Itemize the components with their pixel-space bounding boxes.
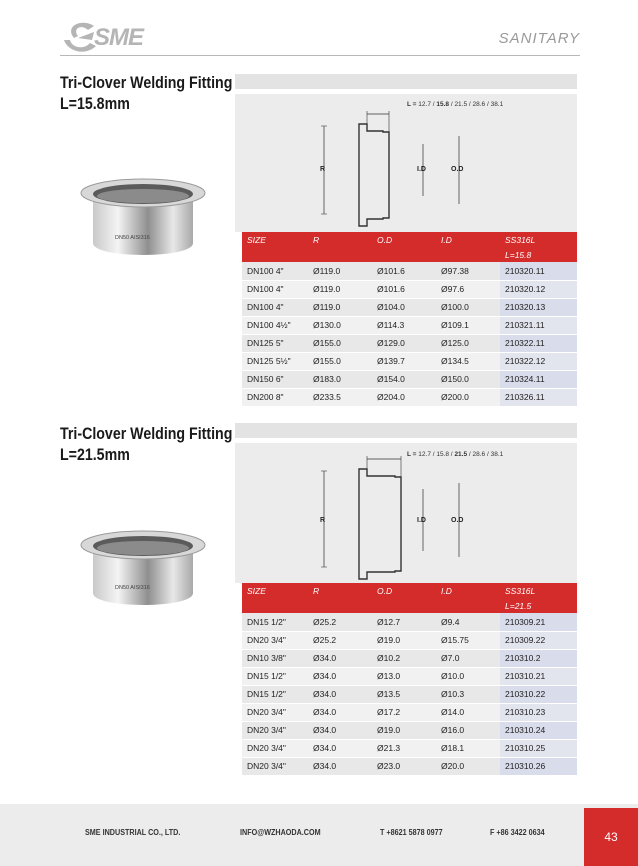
cell-od: Ø154.0 xyxy=(372,370,436,388)
cell-od: Ø23.0 xyxy=(372,757,436,775)
fitting-photo-2 xyxy=(75,527,210,617)
footer-email[interactable]: INFO@WZHAODA.COM xyxy=(240,828,321,837)
table-row xyxy=(242,631,577,649)
cell-r: Ø34.0 xyxy=(308,685,372,703)
cell-id: Ø9.4 xyxy=(436,613,500,631)
cell-code: 210310.23 xyxy=(500,703,577,721)
table-row xyxy=(242,334,577,352)
cell-r: Ø34.0 xyxy=(308,739,372,757)
cell-od: Ø204.0 xyxy=(372,388,436,406)
cell-id: Ø200.0 xyxy=(436,388,500,406)
cell-code: 210310.2 xyxy=(500,649,577,667)
cell-r: Ø34.0 xyxy=(308,667,372,685)
cell-size: DN200 8" xyxy=(242,388,308,406)
cell-code: 210310.22 xyxy=(500,685,577,703)
cell-code: 210320.11 xyxy=(500,262,577,280)
cell-od: Ø19.0 xyxy=(372,631,436,649)
cell-code: 210309.21 xyxy=(500,613,577,631)
cell-id: Ø10.3 xyxy=(436,685,500,703)
cell-code: 210310.25 xyxy=(500,739,577,757)
cell-r: Ø34.0 xyxy=(308,757,372,775)
cell-id: Ø18.1 xyxy=(436,739,500,757)
photo-engraving-2: DN50 AISI316 xyxy=(115,585,150,591)
cell-size: DN100 4" xyxy=(242,298,308,316)
id-dimension-label: I.D xyxy=(417,517,426,524)
length-subheader: L=15.8 xyxy=(505,250,532,260)
col-material: SS316L xyxy=(505,235,536,245)
section-band-2 xyxy=(235,423,577,438)
cell-od: Ø17.2 xyxy=(372,703,436,721)
cell-size: DN125 5½" xyxy=(242,352,308,370)
col-r: R xyxy=(313,586,320,596)
cell-code: 210310.24 xyxy=(500,721,577,739)
r-dimension-label: R xyxy=(320,166,326,173)
logo-text: SME xyxy=(94,24,144,51)
cell-od: Ø101.6 xyxy=(372,280,436,298)
spec-table-1 xyxy=(242,232,577,407)
cell-code: 210322.12 xyxy=(500,352,577,370)
table-subheader-row xyxy=(242,248,577,262)
cell-id: Ø109.1 xyxy=(436,316,500,334)
cell-r: Ø155.0 xyxy=(308,352,372,370)
table-row xyxy=(242,262,577,280)
cell-r: Ø34.0 xyxy=(308,703,372,721)
cell-size: DN100 4" xyxy=(242,262,308,280)
header-divider xyxy=(60,55,580,56)
table-subheader-row xyxy=(242,599,577,613)
table-row xyxy=(242,316,577,334)
table-row xyxy=(242,649,577,667)
page-number: 43 xyxy=(584,808,638,866)
length-options-1: L = 12.7 / 15.8 / 21.5 / 28.6 / 38.1 xyxy=(407,101,504,108)
cell-r: Ø155.0 xyxy=(308,334,372,352)
col-material: SS316L xyxy=(505,586,536,596)
footer-phone: T +8621 5878 0977 xyxy=(380,828,443,837)
cell-od: Ø19.0 xyxy=(372,721,436,739)
cell-r: Ø130.0 xyxy=(308,316,372,334)
cell-id: Ø150.0 xyxy=(436,370,500,388)
cell-od: Ø129.0 xyxy=(372,334,436,352)
cell-id: Ø10.0 xyxy=(436,667,500,685)
footer-company: SME INDUSTRIAL CO., LTD. xyxy=(85,828,181,837)
cell-id: Ø97.38 xyxy=(436,262,500,280)
cell-od: Ø139.7 xyxy=(372,352,436,370)
cell-id: Ø134.5 xyxy=(436,352,500,370)
cell-size: DN100 4" xyxy=(242,280,308,298)
cell-r: Ø34.0 xyxy=(308,721,372,739)
cell-r: Ø183.0 xyxy=(308,370,372,388)
cell-size: DN20 3/4" xyxy=(242,757,308,775)
cell-code: 210320.12 xyxy=(500,280,577,298)
cell-size: DN20 3/4" xyxy=(242,721,308,739)
table-row xyxy=(242,703,577,721)
table-header-row xyxy=(242,232,577,248)
table-row xyxy=(242,757,577,775)
cell-id: Ø15.75 xyxy=(436,631,500,649)
cell-size: DN20 3/4" xyxy=(242,631,308,649)
spec-table-2 xyxy=(242,583,577,776)
col-size: SIZE xyxy=(247,586,266,596)
cell-size: DN150 6" xyxy=(242,370,308,388)
cell-id: Ø125.0 xyxy=(436,334,500,352)
cell-od: Ø12.7 xyxy=(372,613,436,631)
cell-size: DN125 5" xyxy=(242,334,308,352)
col-od: O.D xyxy=(377,586,393,596)
cell-od: Ø104.0 xyxy=(372,298,436,316)
col-id: I.D xyxy=(441,235,452,245)
section-title-2: Tri-Clover Welding Fitting L=21.5mm xyxy=(60,425,233,464)
length-options-2: L = 12.7 / 15.8 / 21.5 / 28.6 / 38.1 xyxy=(407,451,504,458)
technical-drawing-1 xyxy=(235,94,577,232)
table-row xyxy=(242,685,577,703)
cell-r: Ø233.5 xyxy=(308,388,372,406)
table-row xyxy=(242,352,577,370)
cell-code: 210324.11 xyxy=(500,370,577,388)
cell-size: DN100 4½" xyxy=(242,316,308,334)
cell-id: Ø100.0 xyxy=(436,298,500,316)
cell-size: DN20 3/4" xyxy=(242,739,308,757)
cell-code: 210322.11 xyxy=(500,334,577,352)
table-header-row xyxy=(242,583,577,599)
od-dimension-label: O.D xyxy=(451,166,464,173)
cell-size: DN15 1/2" xyxy=(242,613,308,631)
cell-size: DN15 1/2" xyxy=(242,667,308,685)
cell-size: DN10 3/8" xyxy=(242,649,308,667)
cell-od: Ø21.3 xyxy=(372,739,436,757)
r-dimension-label: R xyxy=(320,517,326,524)
table-row xyxy=(242,370,577,388)
col-size: SIZE xyxy=(247,235,266,245)
cell-od: Ø10.2 xyxy=(372,649,436,667)
cell-id: Ø14.0 xyxy=(436,703,500,721)
technical-drawing-2 xyxy=(235,443,577,583)
col-id: I.D xyxy=(441,586,452,596)
cell-r: Ø119.0 xyxy=(308,298,372,316)
table-row xyxy=(242,739,577,757)
cell-r: Ø25.2 xyxy=(308,613,372,631)
cell-code: 210321.11 xyxy=(500,316,577,334)
fitting-photo-1 xyxy=(75,175,210,265)
col-od: O.D xyxy=(377,235,393,245)
category-label: SANITARY xyxy=(498,30,580,47)
section-band-1 xyxy=(235,74,577,89)
cell-id: Ø16.0 xyxy=(436,721,500,739)
table-row xyxy=(242,721,577,739)
table-row xyxy=(242,298,577,316)
footer-fax: F +86 3422 0634 xyxy=(490,828,545,837)
photo-engraving-1: DN50 AISI316 xyxy=(115,235,150,241)
od-dimension-label: O.D xyxy=(451,517,464,524)
cell-od: Ø13.0 xyxy=(372,667,436,685)
cell-id: Ø20.0 xyxy=(436,757,500,775)
cell-size: DN20 3/4" xyxy=(242,703,308,721)
cell-r: Ø34.0 xyxy=(308,649,372,667)
cell-od: Ø13.5 xyxy=(372,685,436,703)
cell-code: 210310.26 xyxy=(500,757,577,775)
cell-code: 210310.21 xyxy=(500,667,577,685)
id-dimension-label: I.D xyxy=(417,166,426,173)
cell-id: Ø97.6 xyxy=(436,280,500,298)
table-row xyxy=(242,280,577,298)
table-row xyxy=(242,388,577,406)
col-r: R xyxy=(313,235,320,245)
cell-code: 210326.11 xyxy=(500,388,577,406)
cell-size: DN15 1/2" xyxy=(242,685,308,703)
table-row xyxy=(242,667,577,685)
cell-r: Ø119.0 xyxy=(308,262,372,280)
cell-r: Ø119.0 xyxy=(308,280,372,298)
cell-od: Ø101.6 xyxy=(372,262,436,280)
length-subheader: L=21.5 xyxy=(505,601,532,611)
table-row xyxy=(242,613,577,631)
section-title-1: Tri-Clover Welding Fitting L=15.8mm xyxy=(60,74,233,113)
cell-od: Ø114.3 xyxy=(372,316,436,334)
cell-id: Ø7.0 xyxy=(436,649,500,667)
cell-r: Ø25.2 xyxy=(308,631,372,649)
cell-code: 210320.13 xyxy=(500,298,577,316)
cell-code: 210309.22 xyxy=(500,631,577,649)
